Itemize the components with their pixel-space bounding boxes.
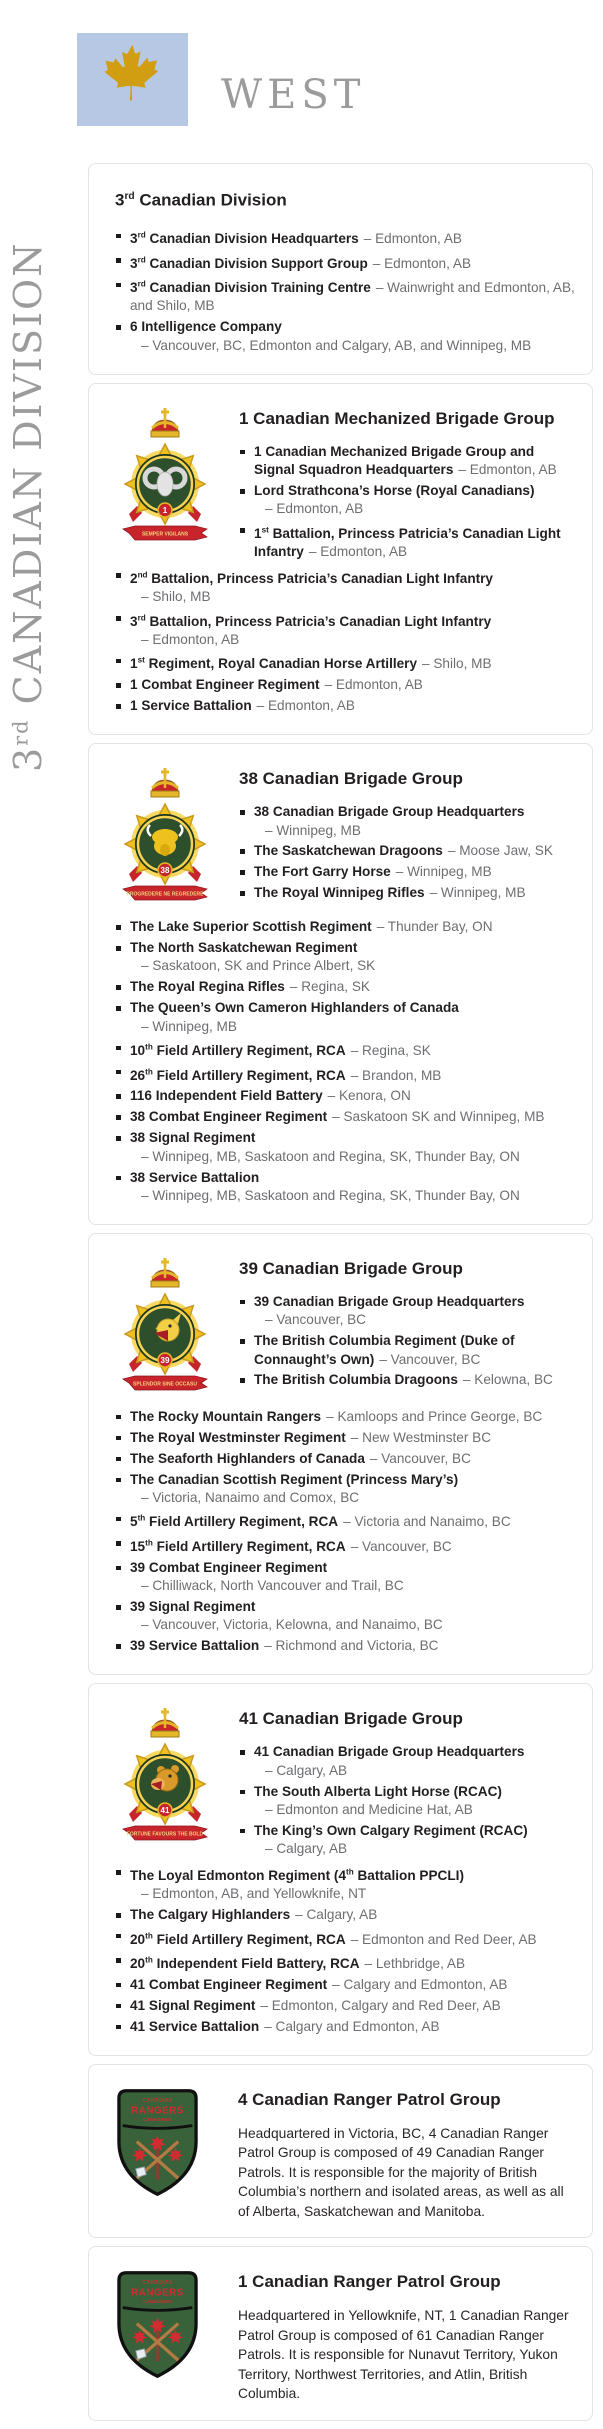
unit-name: 38 Canadian Brigade Group Headquarters: [254, 804, 525, 820]
unit-name: The Fort Garry Horse: [254, 864, 391, 880]
unit-name: 38 Combat Engineer Regiment: [130, 1109, 328, 1125]
unit-location: – Regina, SK: [350, 1043, 431, 1059]
unit-name: 41 Canadian Brigade Group Headquarters: [254, 1744, 525, 1760]
canadian-rangers-badge-icon: [115, 2269, 200, 2380]
unit-name: 116 Independent Field Battery: [130, 1088, 323, 1104]
unit-location: – Chilliwack, North Vancouver and Trail, BC: [141, 1578, 404, 1594]
unit-item: [115, 1637, 578, 1655]
unit-item: [115, 227, 578, 249]
unit-name: 1st Battalion, Princess Patricia’s Canadian Light Infantry: [254, 525, 561, 560]
unit-location: – Wainwright and Edmonton, AB, and Shilo, MB: [130, 280, 575, 314]
section-4-canadian-ranger-patrol-group: [88, 2064, 593, 2239]
unit-name: 3rd Canadian Division Headquarters: [130, 230, 359, 247]
svg-text:39: 39: [160, 1355, 170, 1365]
unit-item: [115, 566, 578, 606]
unit-item: [239, 803, 578, 840]
unit-name: 41 Signal Regiment: [130, 1997, 256, 2013]
unit-name: 20th Independent Field Battery, RCA: [130, 1955, 360, 1971]
section-1-canadian-ranger-patrol-group: [88, 2246, 593, 2421]
svg-text:CANADIAN: CANADIAN: [142, 2097, 173, 2104]
unit-item: [239, 1371, 578, 1389]
unit-item: [115, 318, 578, 355]
unit-name: Lord Strathcona’s Horse (Royal Canadians): [254, 483, 535, 498]
unit-item: [115, 1471, 578, 1508]
unit-location: – Shilo, MB: [141, 589, 211, 605]
section-1-canadian-mechanized-brigade-group: [88, 383, 593, 735]
svg-text:SEMPER VIGILANS: SEMPER VIGILANS: [141, 531, 189, 538]
unit-name: The British Columbia Regiment (Duke of Connaught’s Own): [254, 1333, 515, 1367]
unit-name: 38 Service Battalion: [130, 1169, 260, 1185]
division-vertical-label: 3rd CANADIAN DIVISION: [6, 241, 50, 772]
unit-location: – Kamloops and Prince George, BC: [326, 1408, 543, 1424]
unit-location: – Victoria, Nanaimo and Comox, BC: [141, 1489, 360, 1505]
unit-item: [115, 1976, 578, 1994]
unit-name: The Loyal Edmonton Regiment (4th Battalion PPCLI): [130, 1867, 464, 1883]
unit-location: – Edmonton, AB: [265, 501, 364, 517]
section-3rd-canadian-division: [88, 163, 593, 375]
unit-item: [115, 1927, 578, 1949]
unit-location: – Edmonton, AB: [372, 255, 472, 271]
unit-location: – Edmonton and Red Deer, AB: [350, 1931, 537, 1947]
unit-list-beside-crest: [239, 803, 578, 903]
svg-text:RANGERS: RANGERS: [131, 2287, 184, 2299]
unit-location: – Vancouver, BC: [350, 1538, 452, 1554]
unit-location: – Winnipeg, MB, Saskatoon and Regina, SK, Thunder Bay, ON: [141, 1187, 520, 1203]
unit-list-beside-crest: [239, 1293, 578, 1390]
unit-item: [115, 978, 578, 996]
svg-text:CANADIAN: CANADIAN: [142, 2280, 173, 2287]
unit-item: [115, 1169, 578, 1206]
section-paragraph: Headquartered in Victoria, BC, 4 Canadian Ranger Patrol Group is composed of 49 Canadian Ranger Patrols. It is responsible for the majority of British Columbia’s northern and isolated areas, as well as all of Alberta, Saskatchewan and Manitoba.: [238, 2125, 564, 2219]
unit-item: [115, 676, 578, 694]
section-title: 1 Canadian Ranger Patrol Group: [238, 2272, 501, 2292]
section-title: 38 Canadian Brigade Group: [239, 769, 463, 789]
unit-item: [115, 1450, 578, 1468]
unit-item: [115, 1108, 578, 1126]
unit-location: – Vancouver, BC, Edmonton and Calgary, AB, and Winnipeg, MB: [141, 337, 532, 353]
unit-location: – Regina, SK: [289, 979, 370, 995]
unit-name: 3rd Battalion, Princess Patricia’s Canadian Light Infantry: [130, 613, 492, 629]
unit-location: – Winnipeg, MB: [395, 864, 492, 880]
unit-item: [115, 652, 578, 674]
section-title: 1 Canadian Mechanized Brigade Group: [239, 408, 555, 428]
section-39-canadian-brigade-group: [88, 1233, 593, 1675]
unit-name: The Queen’s Own Cameron Highlanders of Canada: [130, 1000, 459, 1016]
unit-location: – Kelowna, BC: [462, 1372, 553, 1388]
svg-text:41: 41: [160, 1806, 170, 1816]
unit-location: – Thunder Bay, ON: [376, 919, 493, 935]
section-title: 4 Canadian Ranger Patrol Group: [238, 2089, 501, 2109]
unit-location: – Vancouver, Victoria, Kelowna, and Nanaimo, BC: [141, 1617, 443, 1633]
unit-name: The Royal Westminster Regiment: [130, 1429, 346, 1445]
unit-item: [115, 939, 578, 976]
section-title: 41 Canadian Brigade Group: [239, 1709, 463, 1729]
unit-name: 26th Field Artillery Regiment, RCA: [130, 1066, 346, 1083]
unit-item: [239, 443, 578, 480]
unit-name: The Saskatchewan Dragoons: [254, 843, 443, 859]
unit-location: – Winnipeg, MB, Saskatoon and Regina, SK, Thunder Bay, ON: [141, 1148, 520, 1164]
svg-text:CANADIENS: CANADIENS: [143, 2117, 172, 2123]
unit-location: – Edmonton, Calgary and Red Deer, AB: [260, 1997, 501, 2013]
unit-location: – Vancouver, BC: [379, 1351, 481, 1367]
unit-location: – Richmond and Victoria, BC: [264, 1638, 439, 1654]
cougar-crest-icon: [115, 1256, 215, 1406]
unit-item: [239, 1293, 578, 1330]
unit-location: – Lethbridge, AB: [364, 1955, 466, 1971]
unit-item: [239, 1332, 578, 1369]
unit-location: – Edmonton, AB: [141, 631, 240, 647]
unit-location: – Edmonton, AB: [458, 462, 557, 478]
unit-name: 3rd Canadian Division Training Centre: [130, 279, 371, 296]
unit-item: [115, 1559, 578, 1596]
unit-name: 1st Regiment, Royal Canadian Horse Artillery: [130, 655, 418, 672]
unit-location: – Winnipeg, MB: [141, 1018, 237, 1034]
unit-name: The Lake Superior Scottish Regiment: [130, 919, 372, 935]
unit-item: [115, 1863, 578, 1903]
unit-name: The Rocky Mountain Rangers: [130, 1408, 322, 1424]
unit-name: The Calgary Highlanders: [130, 1907, 291, 1923]
unit-item: [115, 1039, 578, 1061]
region-label: WEST: [221, 72, 366, 118]
unit-item: [115, 1997, 578, 2015]
svg-text:FORTUNE FAVOURS THE BOLD: FORTUNE FAVOURS THE BOLD: [126, 1831, 204, 1838]
unit-location: – Winnipeg, MB: [265, 822, 361, 838]
unit-item: [115, 2018, 578, 2036]
svg-text:PROGREDERE NE REGREDERE: PROGREDERE NE REGREDERE: [126, 891, 204, 898]
unit-location: – Winnipeg, MB: [429, 885, 526, 901]
unit-location: – Edmonton, AB: [324, 677, 423, 693]
unit-item: [115, 1534, 578, 1556]
unit-name: 41 Combat Engineer Regiment: [130, 1976, 328, 1992]
unit-name: 38 Signal Regiment: [130, 1130, 256, 1146]
unit-list: [115, 1863, 578, 2036]
unit-location: – Vancouver, BC: [369, 1450, 471, 1466]
unit-location: – Brandon, MB: [350, 1067, 442, 1083]
sections: [88, 163, 593, 2429]
unit-item: [115, 1598, 578, 1635]
unit-location: – Saskatoon SK and Winnipeg, MB: [332, 1109, 545, 1125]
unit-location: – Victoria and Nanaimo, BC: [343, 1514, 511, 1530]
unit-name: 5th Field Artillery Regiment, RCA: [130, 1513, 339, 1530]
bison-crest-icon: [115, 766, 215, 916]
unit-item: [115, 1063, 578, 1085]
unit-name: 39 Canadian Brigade Group Headquarters: [254, 1293, 525, 1309]
unit-item: [115, 999, 578, 1036]
svg-text:RANGERS: RANGERS: [131, 2104, 184, 2116]
unit-location: – Calgary and Edmonton, AB: [264, 2018, 440, 2034]
unit-location: – Edmonton, AB: [256, 698, 355, 714]
unit-item: [239, 1743, 578, 1780]
unit-name: 1 Canadian Mechanized Brigade Group and Signal Squadron Headquarters: [254, 443, 535, 478]
unit-location: – Edmonton, AB, and Yellowknife, NT: [141, 1886, 367, 1902]
unit-name: The British Columbia Dragoons: [254, 1372, 458, 1388]
unit-location: – Edmonton, AB: [363, 231, 462, 247]
unit-location: – Moose Jaw, SK: [447, 843, 553, 859]
unit-list: [115, 1408, 578, 1656]
unit-name: The Seaforth Highlanders of Canada: [130, 1450, 365, 1466]
unit-name: 39 Combat Engineer Regiment: [130, 1559, 328, 1575]
unit-name: 3rd Canadian Division Support Group: [130, 255, 368, 271]
unit-item: [115, 1429, 578, 1447]
unit-item: [239, 1822, 578, 1859]
unit-location: – Kenora, ON: [327, 1088, 411, 1104]
unit-name: 15th Field Artillery Regiment, RCA: [130, 1538, 346, 1554]
unit-item: [115, 918, 578, 936]
unit-item: [115, 251, 578, 273]
unit-location: – Calgary, AB: [265, 1762, 348, 1778]
unit-item: [239, 863, 578, 881]
unit-location: – Edmonton, AB: [308, 544, 408, 560]
section-paragraph: Headquartered in Yellowknife, NT, 1 Canadian Ranger Patrol Group is composed of 61 Canadian Ranger Patrols. It is responsible for Nunavut Territory, Yukon Territory, Northwest Territories, and Atlin, British Columbia.: [238, 2308, 569, 2402]
unit-item: [239, 521, 578, 561]
unit-item: [239, 884, 578, 902]
unit-name: The Royal Regina Rifles: [130, 979, 285, 995]
unit-name: 20th Field Artillery Regiment, RCA: [130, 1930, 346, 1947]
unit-item: [115, 1087, 578, 1105]
maple-leaf-icon: [77, 33, 188, 126]
unit-name: 1 Service Battalion: [130, 698, 252, 714]
unit-item: [115, 697, 578, 715]
unit-list: [115, 566, 578, 715]
unit-list-beside-crest: [239, 1743, 578, 1858]
svg-text:SPLENDOR SINE OCCASU: SPLENDOR SINE OCCASU: [133, 1381, 197, 1388]
canadian-rangers-badge-icon: [115, 2087, 200, 2198]
unit-location: – Calgary, AB: [265, 1841, 348, 1857]
unit-item: [115, 276, 578, 316]
unit-item: [115, 1510, 578, 1532]
section-38-canadian-brigade-group: [88, 743, 593, 1225]
unit-name: The North Saskatchewan Regiment: [130, 940, 358, 955]
unit-item: [239, 1783, 578, 1820]
unit-name: 41 Service Battalion: [130, 2018, 260, 2034]
unit-list: [115, 918, 578, 1205]
unit-location: – Vancouver, BC: [265, 1312, 367, 1328]
unit-item: [115, 609, 578, 649]
section-title: 3rd Canadian Division: [115, 190, 287, 210]
unit-item: [239, 842, 578, 860]
unit-name: The King’s Own Calgary Regiment (RCAC): [254, 1822, 528, 1838]
unit-item: [115, 1951, 578, 1973]
unit-location: – Calgary, AB: [295, 1907, 378, 1923]
svg-text:1: 1: [162, 505, 168, 515]
unit-name: The South Alberta Light Horse (RCAC): [254, 1783, 502, 1799]
ram-crest-icon: [115, 406, 215, 556]
bear-crest-icon: [115, 1706, 215, 1856]
unit-location: – Calgary and Edmonton, AB: [332, 1976, 508, 1992]
unit-list-beside-crest: [239, 443, 578, 562]
unit-name: 6 Intelligence Company: [130, 319, 282, 335]
svg-text:CANADIENS: CANADIENS: [143, 2299, 172, 2305]
unit-item: [239, 482, 578, 519]
unit-name: 2nd Battalion, Princess Patricia’s Canadian Light Infantry: [130, 570, 493, 586]
unit-item: [115, 1408, 578, 1426]
unit-item: [115, 1906, 578, 1924]
unit-location: – Saskatoon, SK and Prince Albert, SK: [141, 958, 376, 974]
unit-name: 39 Signal Regiment: [130, 1599, 256, 1615]
unit-location: – Edmonton and Medicine Hat, AB: [265, 1802, 473, 1817]
section-title: 39 Canadian Brigade Group: [239, 1258, 463, 1278]
unit-name: 39 Service Battalion: [130, 1638, 260, 1654]
unit-item: [115, 1129, 578, 1166]
unit-list: [115, 227, 578, 356]
section-41-canadian-brigade-group: [88, 1683, 593, 2055]
unit-name: The Canadian Scottish Regiment (Princess Mary’s): [130, 1471, 459, 1487]
division-flag: [77, 33, 188, 126]
unit-name: 10th Field Artillery Regiment, RCA: [130, 1042, 346, 1059]
unit-location: – New Westminster BC: [350, 1429, 492, 1445]
unit-name: The Royal Winnipeg Rifles: [254, 885, 425, 901]
svg-text:38: 38: [160, 866, 170, 876]
unit-name: 1 Combat Engineer Regiment: [130, 677, 320, 693]
unit-location: – Shilo, MB: [422, 656, 492, 672]
